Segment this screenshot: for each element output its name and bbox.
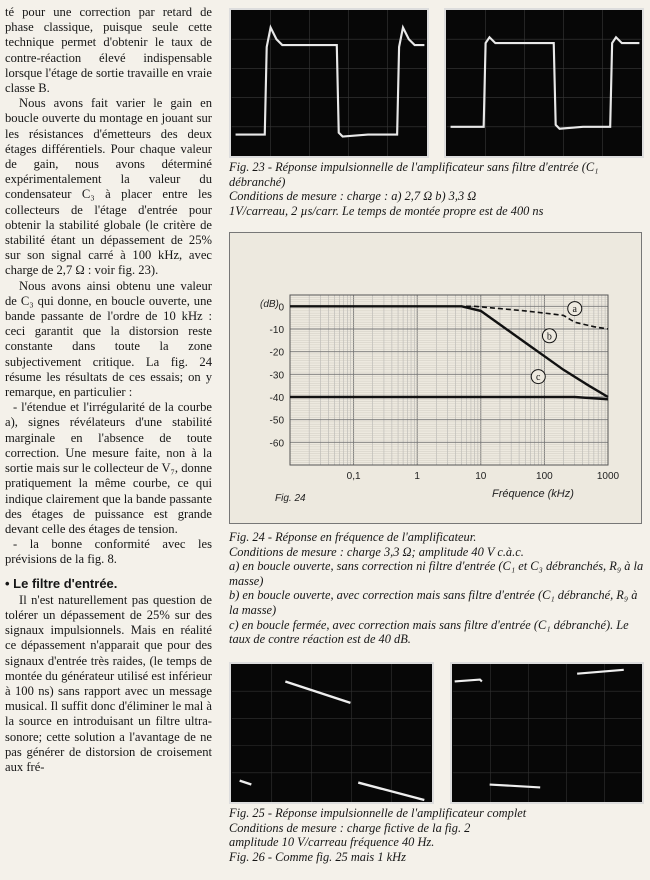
- y-tick-label: -60: [269, 438, 284, 450]
- x-tick-label: 1000: [596, 471, 620, 482]
- list-item: - l'étendue et l'irrégularité de la courbe a), signes révélateurs d'une stabilité marginale en l'absence de toute correction. Une mesure faite, non à la sortie mais sur le collecteur de V₇, donne pratiquement la même courbe, ce qui indique clairement que la bande passante des étages de puissance est grande devant celle des étages de tension.: [5, 400, 212, 536]
- fig24-caption-line: c) en boucle fermée, avec correction mais sans filtre d'entrée (C₁ débranché). Le taux de contre réaction est de 40 dB.: [229, 617, 629, 647]
- fig26-oscillogram: [450, 662, 644, 804]
- left-text-column: [5, 5, 212, 775]
- fig23-caption: [229, 160, 645, 218]
- fig24-caption: [229, 530, 645, 647]
- fig23-caption-line: Fig. 23 - Réponse impulsionnelle de l'amplificateur sans filtre d'entrée (C₁ débranché): [229, 160, 599, 189]
- fig23a-trace: [231, 10, 427, 156]
- fig25-trace: [231, 664, 432, 802]
- fig24-caption-line: b) en boucle ouverte, avec correction mais sans filtre d'entrée (C₁ débranché, R₉ à la masse): [229, 588, 638, 617]
- fig23a-oscillogram: [229, 8, 429, 158]
- x-axis-label: Fréquence (kHz): [491, 488, 574, 500]
- fig23-caption-line: Conditions de mesure : charge : a) 2,7 Ω b) 3,3 Ω: [229, 189, 477, 204]
- fig25-caption: [229, 806, 645, 864]
- x-tick-label: 1: [414, 471, 420, 482]
- fig25-caption-line: Fig. 25 - Réponse impulsionnelle de l'amplificateur complet: [229, 806, 527, 820]
- y-tick-label: -40: [269, 393, 284, 404]
- paragraph-4: Il n'est naturellement pas question de tolérer un dépassement de 25% sur des signaux impulsionnels. Mais en réalité ce dépassement n'apparait que pour des signaux d'entrée très raides, (le temps de montée du générateur utilisé est inférieur à 100 ns) sans rapport avec un message musical. Il suffit donc d'éliminer le mal à la source en introduisant un filtre ultra-sonore; cette solution a l'avantage de ne pas générer de distorsion de croisement aux fré-: [5, 592, 212, 774]
- fig24-chart: [229, 232, 642, 524]
- paragraph-1: té pour une correction par retard de phase classique, puisque seule cette technique permet d'obtenir le taux de contre-réaction élevé indispensable lorsque l'étage de sortie travaille en vraie classe B.: [5, 5, 212, 96]
- fig23b-trace: [446, 10, 642, 156]
- series-label-b: b: [546, 331, 552, 343]
- y-tick-label: 0: [278, 302, 284, 314]
- chart-title: Fig. 24: [275, 493, 306, 504]
- plot-frame: [290, 295, 608, 465]
- fig25-caption-line: amplitude 10 V/carreau fréquence 40 Hz.: [229, 835, 435, 850]
- fig23-caption-line: 1V/carreau, 2 µs/carr. Le temps de montée propre est de 400 ns: [229, 203, 544, 218]
- x-tick-label: 10: [475, 471, 487, 482]
- y-tick-label: -30: [269, 370, 284, 382]
- fig24-caption-line: a) en boucle ouverte, sans correction ni filtre d'entrée (C₁ et C₃ débranchés, R₉ à la masse): [229, 559, 644, 588]
- x-tick-label: 0,1: [346, 471, 361, 482]
- y-tick-label: -50: [269, 415, 284, 427]
- paragraph-2: Nous avons fait varier le gain en boucle ouverte du montage en jouant sur les résistances d'émetteurs des deux étages différentiels. Pour chaque valeur de gain, nous avons déterminé expérimentalement la valeur du condensateur C₃ à placer entre les collecteurs de l'étage d'entrée pour obtenir la stabilité globale (le critère de stabilité étant un dépassement de 25% sur son signal carré à 100 kHz, avec charge de 2,7 Ω : voir fig. 23).: [5, 96, 212, 278]
- x-tick-label: 100: [536, 471, 553, 482]
- y-tick-label: -10: [269, 325, 284, 336]
- series-label-a: a: [572, 304, 577, 316]
- y-tick-label: -20: [269, 347, 284, 359]
- fig26-caption-line: Fig. 26 - Comme fig. 25 mais 1 kHz: [229, 849, 406, 864]
- fig24-caption-line: Fig. 24 - Réponse en fréquence de l'amplificateur.: [229, 530, 477, 544]
- list-item: - la bonne conformité avec les prévisions de la fig. 8.: [5, 537, 212, 567]
- fig25-caption-line: Conditions de mesure : charge fictive de la fig. 2: [229, 820, 471, 835]
- frequency-response-plot: [230, 233, 641, 523]
- paragraph-3: Nous avons ainsi obtenu une valeur de C₃ qui donne, en boucle ouverte, une bande passante de l'ordre de 10 kHz : ceci garantit que la distorsion reste constante dans toute la zone subjectivement critique. La fig. 24 résume les résultats de ces essais; on y remarque, en particulier :: [5, 278, 212, 400]
- series-label-c: c: [536, 372, 541, 384]
- y-axis-label: (dB): [260, 299, 279, 310]
- fig25-oscillogram: [229, 662, 434, 804]
- section-heading: • Le filtre d'entrée.: [5, 575, 118, 591]
- fig23b-oscillogram: [444, 8, 644, 158]
- fig26-trace: [452, 664, 642, 802]
- series-line-c: [290, 397, 608, 399]
- remarks-list: [5, 400, 212, 567]
- fig24-caption-line: Conditions de mesure : charge 3,3 Ω; amplitude 40 V c.à.c.: [229, 544, 524, 559]
